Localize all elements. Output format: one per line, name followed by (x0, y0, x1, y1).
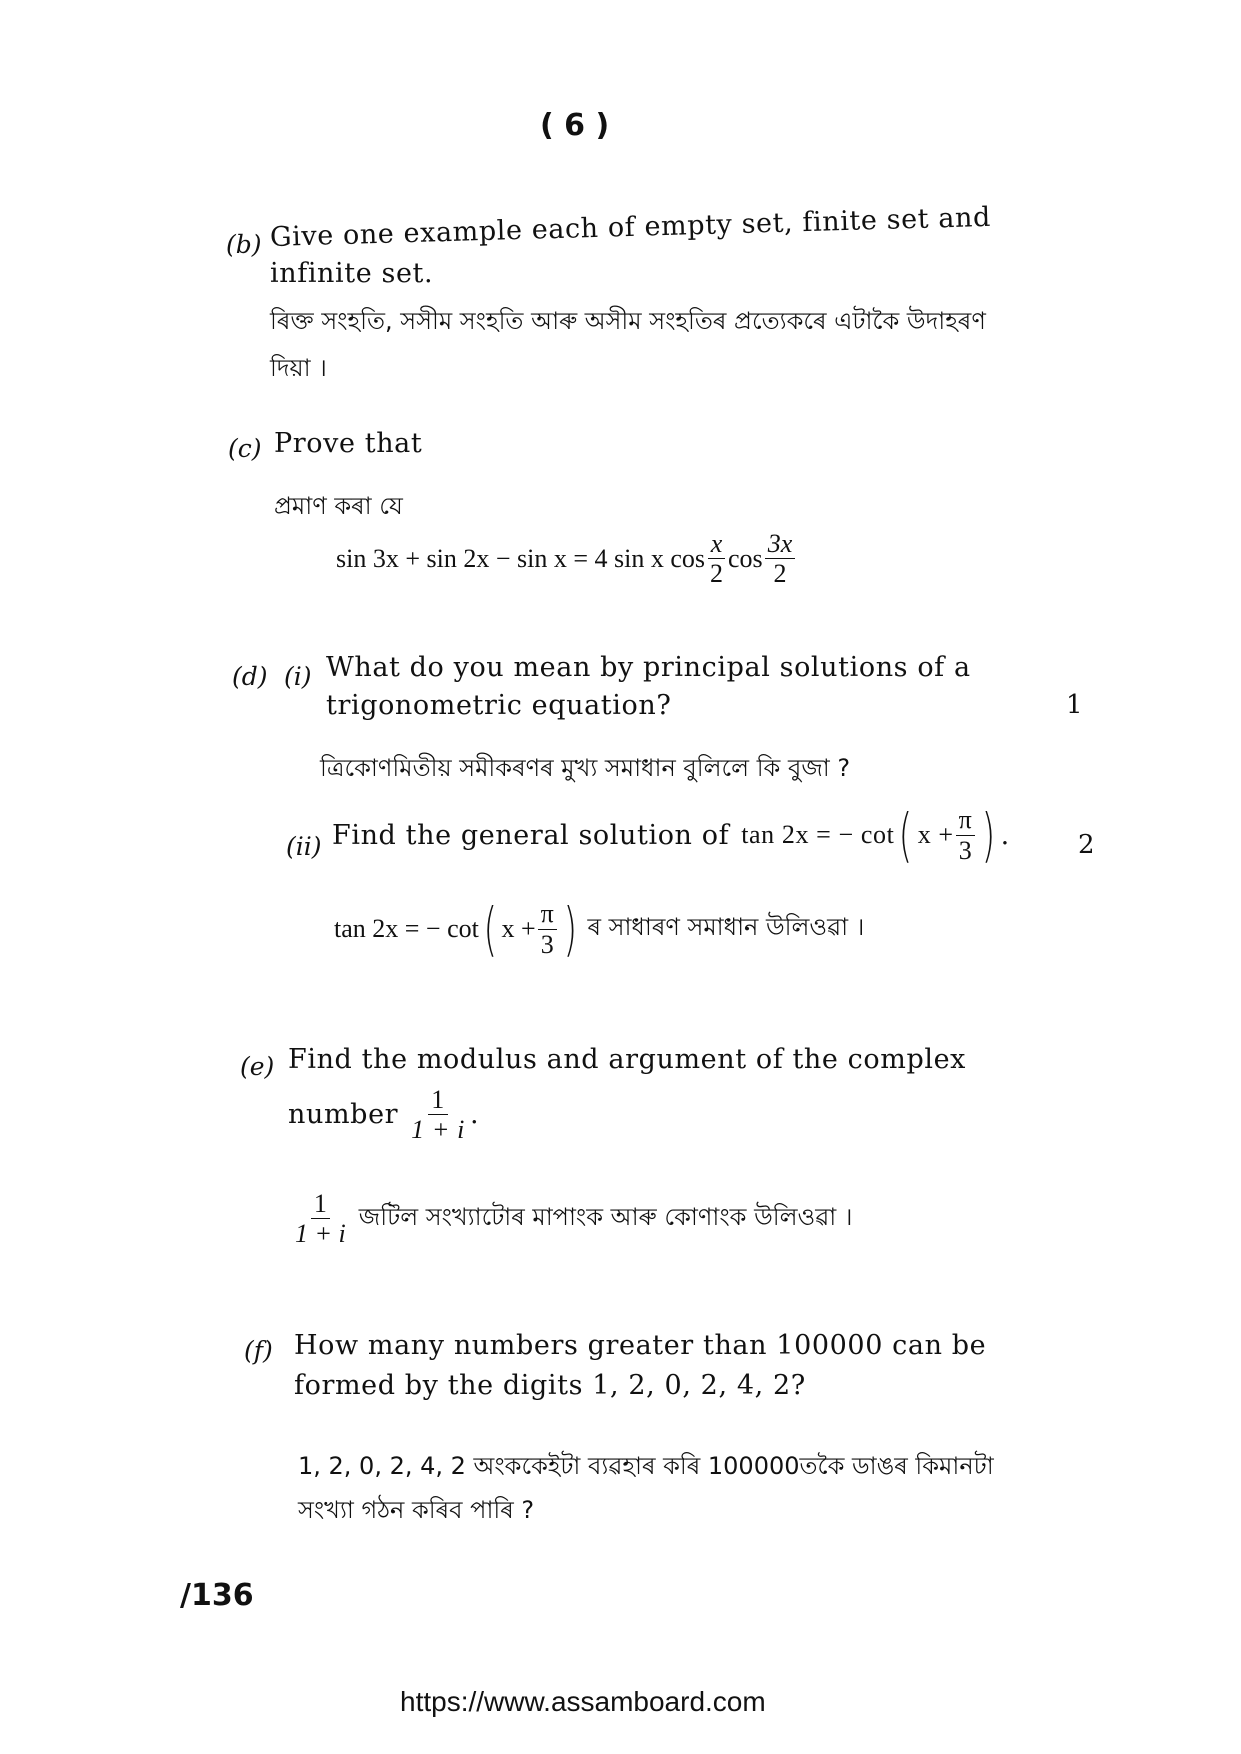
question-d-i-text-line1: What do you mean by principal solutions of a (326, 652, 971, 683)
question-f-text-line2: formed by the digits 1, 2, 0, 2, 4, 2? (294, 1370, 806, 1401)
question-d-ii-assamese: ৰ সাধাৰণ সমাধান উলিওৱা । (587, 913, 865, 941)
footer-url-link[interactable]: https://www.assamboard.com (400, 1686, 766, 1717)
question-e-text-line2 (288, 1086, 479, 1144)
question-e-assamese-line (290, 1190, 852, 1248)
fraction-denominator: 1 + i (295, 1219, 346, 1249)
left-paren: ( (483, 895, 497, 963)
fraction-numerator: π (956, 806, 976, 835)
question-e-assamese: জটিল সংখ্যাটোৰ মাপাংক আৰু কোণাংক উলিওৱা । (358, 1202, 853, 1231)
question-f-label: (f) (244, 1336, 273, 1365)
question-c-text: Prove that (274, 428, 423, 459)
paren-inner: x + (917, 820, 954, 849)
question-b-text-line2: infinite set. (270, 258, 434, 289)
question-c-assamese: প্ৰমাণ কৰা যে (274, 492, 403, 520)
fraction-3x-over-2 (765, 530, 796, 588)
right-paren: ) (982, 801, 996, 869)
fraction-denominator: 3 (540, 929, 554, 959)
fraction-numerator: x (708, 530, 726, 559)
page-number: ( 6 ) (540, 108, 610, 143)
question-d-i-marks: 1 (1066, 690, 1083, 720)
question-f-assamese-line1: 1, 2, 0, 2, 4, 2 অংককেইটা ব্যৱহাৰ কৰি 100000তকৈ ডাঙৰ কিমানটা (298, 1452, 994, 1480)
question-d-ii-label: (ii) (286, 832, 322, 861)
question-c-equation (336, 530, 797, 588)
question-d-label: (d) (232, 662, 268, 691)
period: . (1000, 819, 1010, 851)
fraction-denominator: 2 (710, 559, 724, 589)
question-f-assamese-line2: সংখ্যা গঠন কৰিব পাৰি ? (298, 1496, 535, 1524)
question-d-i-text-line2: trigonometric equation? (326, 690, 672, 721)
question-d-ii-text: Find the general solution of (332, 819, 730, 851)
question-c-label: (c) (228, 434, 262, 463)
question-b-label: (b) (226, 230, 262, 259)
fraction-denominator: 3 (958, 835, 973, 865)
right-paren: ) (563, 895, 577, 963)
number-word: number (288, 1099, 399, 1131)
question-e-label: (e) (240, 1052, 275, 1081)
fraction-pi-over-3 (538, 900, 557, 958)
question-e-text-line1: Find the modulus and argument of the complex (288, 1044, 966, 1075)
equation-tan: tan 2x = − cot (741, 820, 895, 849)
equation-lhs: sin 3x + sin 2x − sin x = 4 sin x cos (336, 543, 706, 573)
fraction-x-over-2 (707, 530, 726, 588)
question-d-ii-marks: 2 (1078, 830, 1095, 860)
fraction-denominator: 2 (773, 559, 787, 589)
question-f-text-line1: How many numbers greater than 100000 can be (294, 1330, 987, 1361)
fraction-pi-over-3 (956, 806, 976, 864)
equation-tan: tan 2x = − cot (334, 914, 479, 943)
question-b-assamese-line1: ৰিক্ত সংহতি, সসীম সংহতি আৰু অসীম সংহতিৰ প্ৰত্যেকৰে এটাকৈ উদাহৰণ (270, 307, 986, 335)
fraction-1-over-1-plus-i (408, 1086, 468, 1144)
fraction-numerator: 1 (428, 1086, 448, 1115)
fraction-denominator: 1 + i (411, 1115, 465, 1145)
left-paren: ( (899, 801, 914, 869)
question-b-text-line1: Give one example each of empty set, finite set and (269, 201, 992, 253)
question-b-assamese-line2: দিয়া । (270, 354, 327, 382)
paper-code: /136 (180, 1578, 254, 1613)
fraction-numerator: 1 (311, 1190, 330, 1219)
period: . (469, 1099, 480, 1131)
cos-term: cos (728, 543, 763, 573)
question-d-ii-assamese-line (334, 895, 865, 963)
fraction-1-over-1-plus-i (292, 1190, 349, 1248)
fraction-numerator: π (538, 900, 557, 929)
question-d-ii-line (332, 801, 1010, 869)
fraction-numerator: 3x (765, 530, 796, 559)
question-d-i-assamese: ত্ৰিকোণমিতীয় সমীকৰণৰ মুখ্য সমাধান বুলিলে কি বুজা ? (320, 754, 851, 782)
paren-inner: x + (501, 914, 536, 943)
question-d-i-label: (i) (284, 662, 312, 691)
